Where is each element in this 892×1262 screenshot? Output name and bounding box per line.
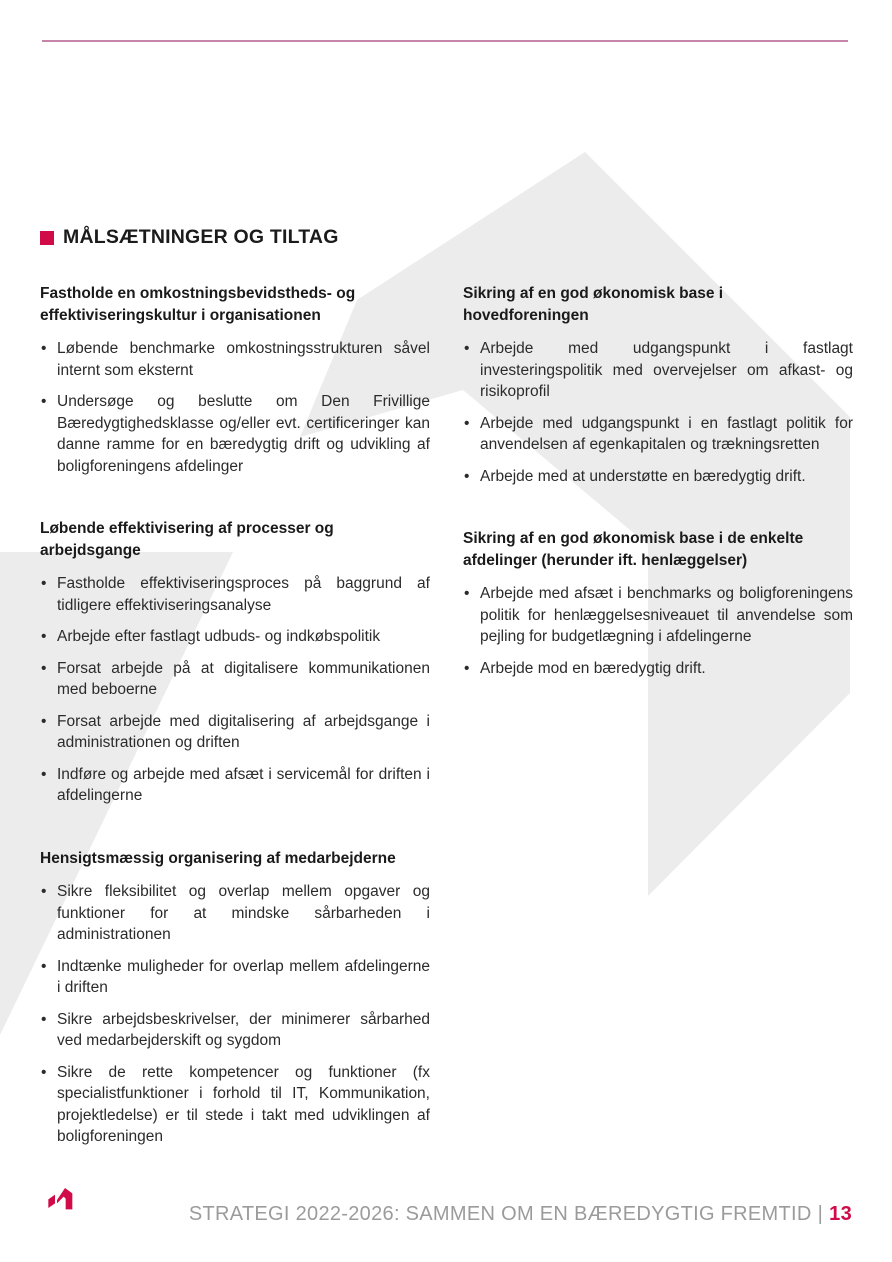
bullet-list [463, 338, 853, 487]
bullet-item: • Arbejde efter fastlagt udbuds- og indkøbspolitik [40, 626, 430, 648]
bullet-item: • Arbejde mod en bæredygtig drift. [463, 658, 853, 680]
bullet-item: • Arbejde med udgangspunkt i en fastlagt politik for anvendelsen af egenkapitalen og trækningsretten [463, 413, 853, 456]
bullet-item: • Sikre de rette kompetencer og funktioner (fx specialistfunktioner i forhold til IT, Kommunikation, projektledelse) er til stede i takt med udviklingen af boligforeningen [40, 1062, 430, 1148]
bullet-list [463, 583, 853, 679]
right-column [463, 283, 853, 720]
section-heading: Sikring af en god økonomisk base i de enkelte afdelinger (herunder ift. henlæggelser) [463, 530, 804, 569]
footer-separator: | [817, 1203, 824, 1225]
section [463, 283, 853, 487]
top-rule-divider [42, 40, 848, 42]
bullet-list [40, 881, 430, 1148]
bullet-item: • Indtænke muligheder for overlap mellem afdelingerne i driften [40, 956, 430, 999]
section-heading: Hensigtsmæssig organisering af medarbejderne [40, 849, 396, 867]
page-title [40, 226, 339, 249]
left-column [40, 283, 430, 1189]
page-title-text: MÅLSÆTNINGER OG TILTAG [63, 226, 339, 248]
bullet-item: • Indføre og arbejde med afsæt i servicemål for driften i afdelingerne [40, 764, 430, 807]
footer-strategy-text: STRATEGI 2022-2026: SAMMEN OM EN BÆREDYGTIG FREMTID [188, 1203, 812, 1225]
section-heading: Sikring af en god økonomisk base i hovedforeningen [463, 285, 724, 324]
bullet-item: • Arbejde med afsæt i benchmarks og boligforeningens politik for henlæggelsesniveauet til anvendelse som pejling for budgetlægning i afdelingerne [463, 583, 853, 648]
bullet-item: • Undersøge og beslutte om Den Frivillige Bæredygtighedsklasse og/eller evt. certificeringer kan danne ramme for en bæredygtig drift og udvikling af boligforeningens afdelinger [40, 391, 430, 477]
bullet-item: • Forsat arbejde på at digitalisere kommunikationen med beboerne [40, 658, 430, 701]
bullet-item: • Løbende benchmarke omkostningsstrukturen såvel internt som eksternt [40, 338, 430, 381]
bullet-list [40, 573, 430, 807]
bullet-item: • Arbejde med udgangspunkt i fastlagt investeringspolitik med overvejelser om afkast- og risikoprofil [463, 338, 853, 403]
bullet-item: • Fastholde effektiviseringsproces på baggrund af tidligere effektiviseringsanalyse [40, 573, 430, 616]
bullet-item: • Sikre fleksibilitet og overlap mellem opgaver og funktioner for at mindske sårbarheden i administrationen [40, 881, 430, 946]
two-column-layout [40, 283, 853, 1189]
bullet-list [40, 338, 430, 477]
red-square-marker-icon [40, 231, 54, 245]
section [463, 528, 853, 679]
logo-house-icon [43, 1186, 83, 1222]
footer-line [189, 1203, 852, 1226]
bullet-item: • Forsat arbejde med digitalisering af arbejdsgange i administrationen og driften [40, 711, 430, 754]
footer-page-number: 13 [829, 1203, 852, 1225]
section [40, 518, 430, 807]
section [40, 283, 430, 477]
bullet-item: • Arbejde med at understøtte en bæredygtig drift. [463, 466, 853, 488]
section-heading: Fastholde en omkostningsbevidstheds- og effektiviseringskultur i organisationen [40, 285, 356, 324]
section [40, 848, 430, 1148]
section-heading: Løbende effektivisering af processer og arbejdsgange [40, 520, 334, 559]
bullet-item: • Sikre arbejdsbeskrivelser, der minimerer sårbarhed ved medarbejderskift og sygdom [40, 1009, 430, 1052]
